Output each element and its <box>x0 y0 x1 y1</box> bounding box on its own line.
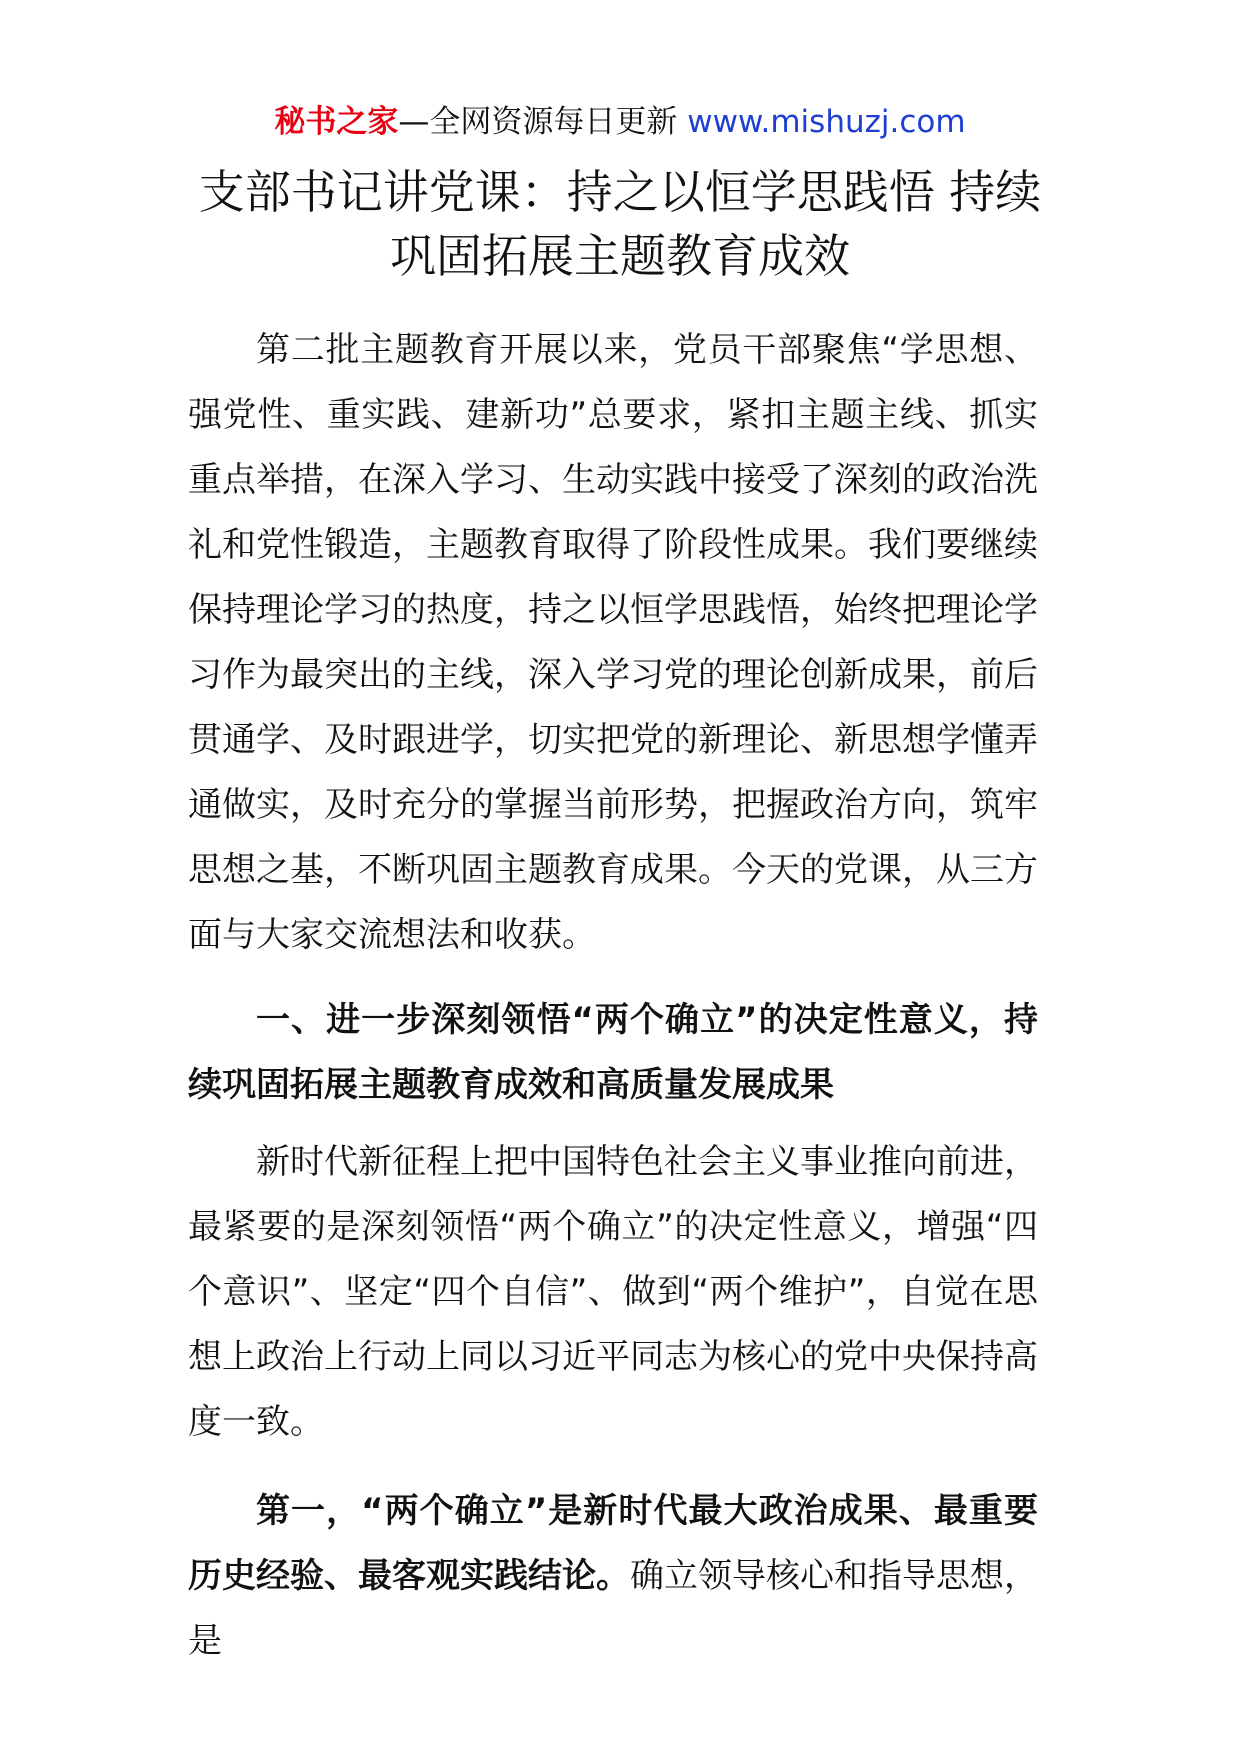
paragraph-continuation: 确立领导核心和指导思想，是 <box>188 1556 1038 1661</box>
section-paragraph-2 <box>188 1479 1038 1674</box>
document-body <box>188 318 1038 1674</box>
paragraph-lead-bold: 第一，“两个确立”是新时代最大政治成果、最重要历史经验、最客观实践结论。 <box>188 1491 1038 1596</box>
section-heading-1: 一、进一步深刻领悟“两个确立”的决定性意义，持续巩固拓展主题教育成效和高质量发展成果 <box>188 1000 1038 1105</box>
intro-paragraph: 第二批主题教育开展以来，党员干部聚焦“学思想、强党性、重实践、建新功”总要求，紧扣主题主线、抓实重点举措，在深入学习、生动实践中接受了深刻的政治洗礼和党性锻造，主题教育取得了阶段性成果。我们要继续保持理论学习的热度，持之以恒学思践悟，始终把理论学习作为最突出的主线，深入学习党的理论创新成果，前后贯通学、及时跟进学，切实把党的新理论、新思想学懂弄通做实，及时充分的掌握当前形势，把握政治方向，筑牢思想之基，不断巩固主题教育成果。今天的党课，从三方面与大家交流想法和收获。 <box>188 330 1038 955</box>
header-tagline: —全网资源每日更新 <box>398 104 688 140</box>
title-line-2: 巩固拓展主题教育成效 <box>390 229 850 283</box>
section-paragraph-1: 新时代新征程上把中国特色社会主义事业推向前进，最紧要的是深刻领悟“两个确立”的决定性意义，增强“四个意识”、坚定“四个自信”、做到“两个维护”，自觉在思想上政治上行动上同以习近平同志为核心的党中央保持高度一致。 <box>188 1142 1038 1442</box>
brand-name: 秘书之家 <box>274 104 399 140</box>
site-url-link[interactable]: www.mishuzj.com <box>687 104 966 140</box>
document-title <box>150 160 1090 288</box>
title-line-1: 支部书记讲党课：持之以恒学思践悟 持续 <box>198 165 1042 219</box>
site-header <box>0 100 1240 144</box>
